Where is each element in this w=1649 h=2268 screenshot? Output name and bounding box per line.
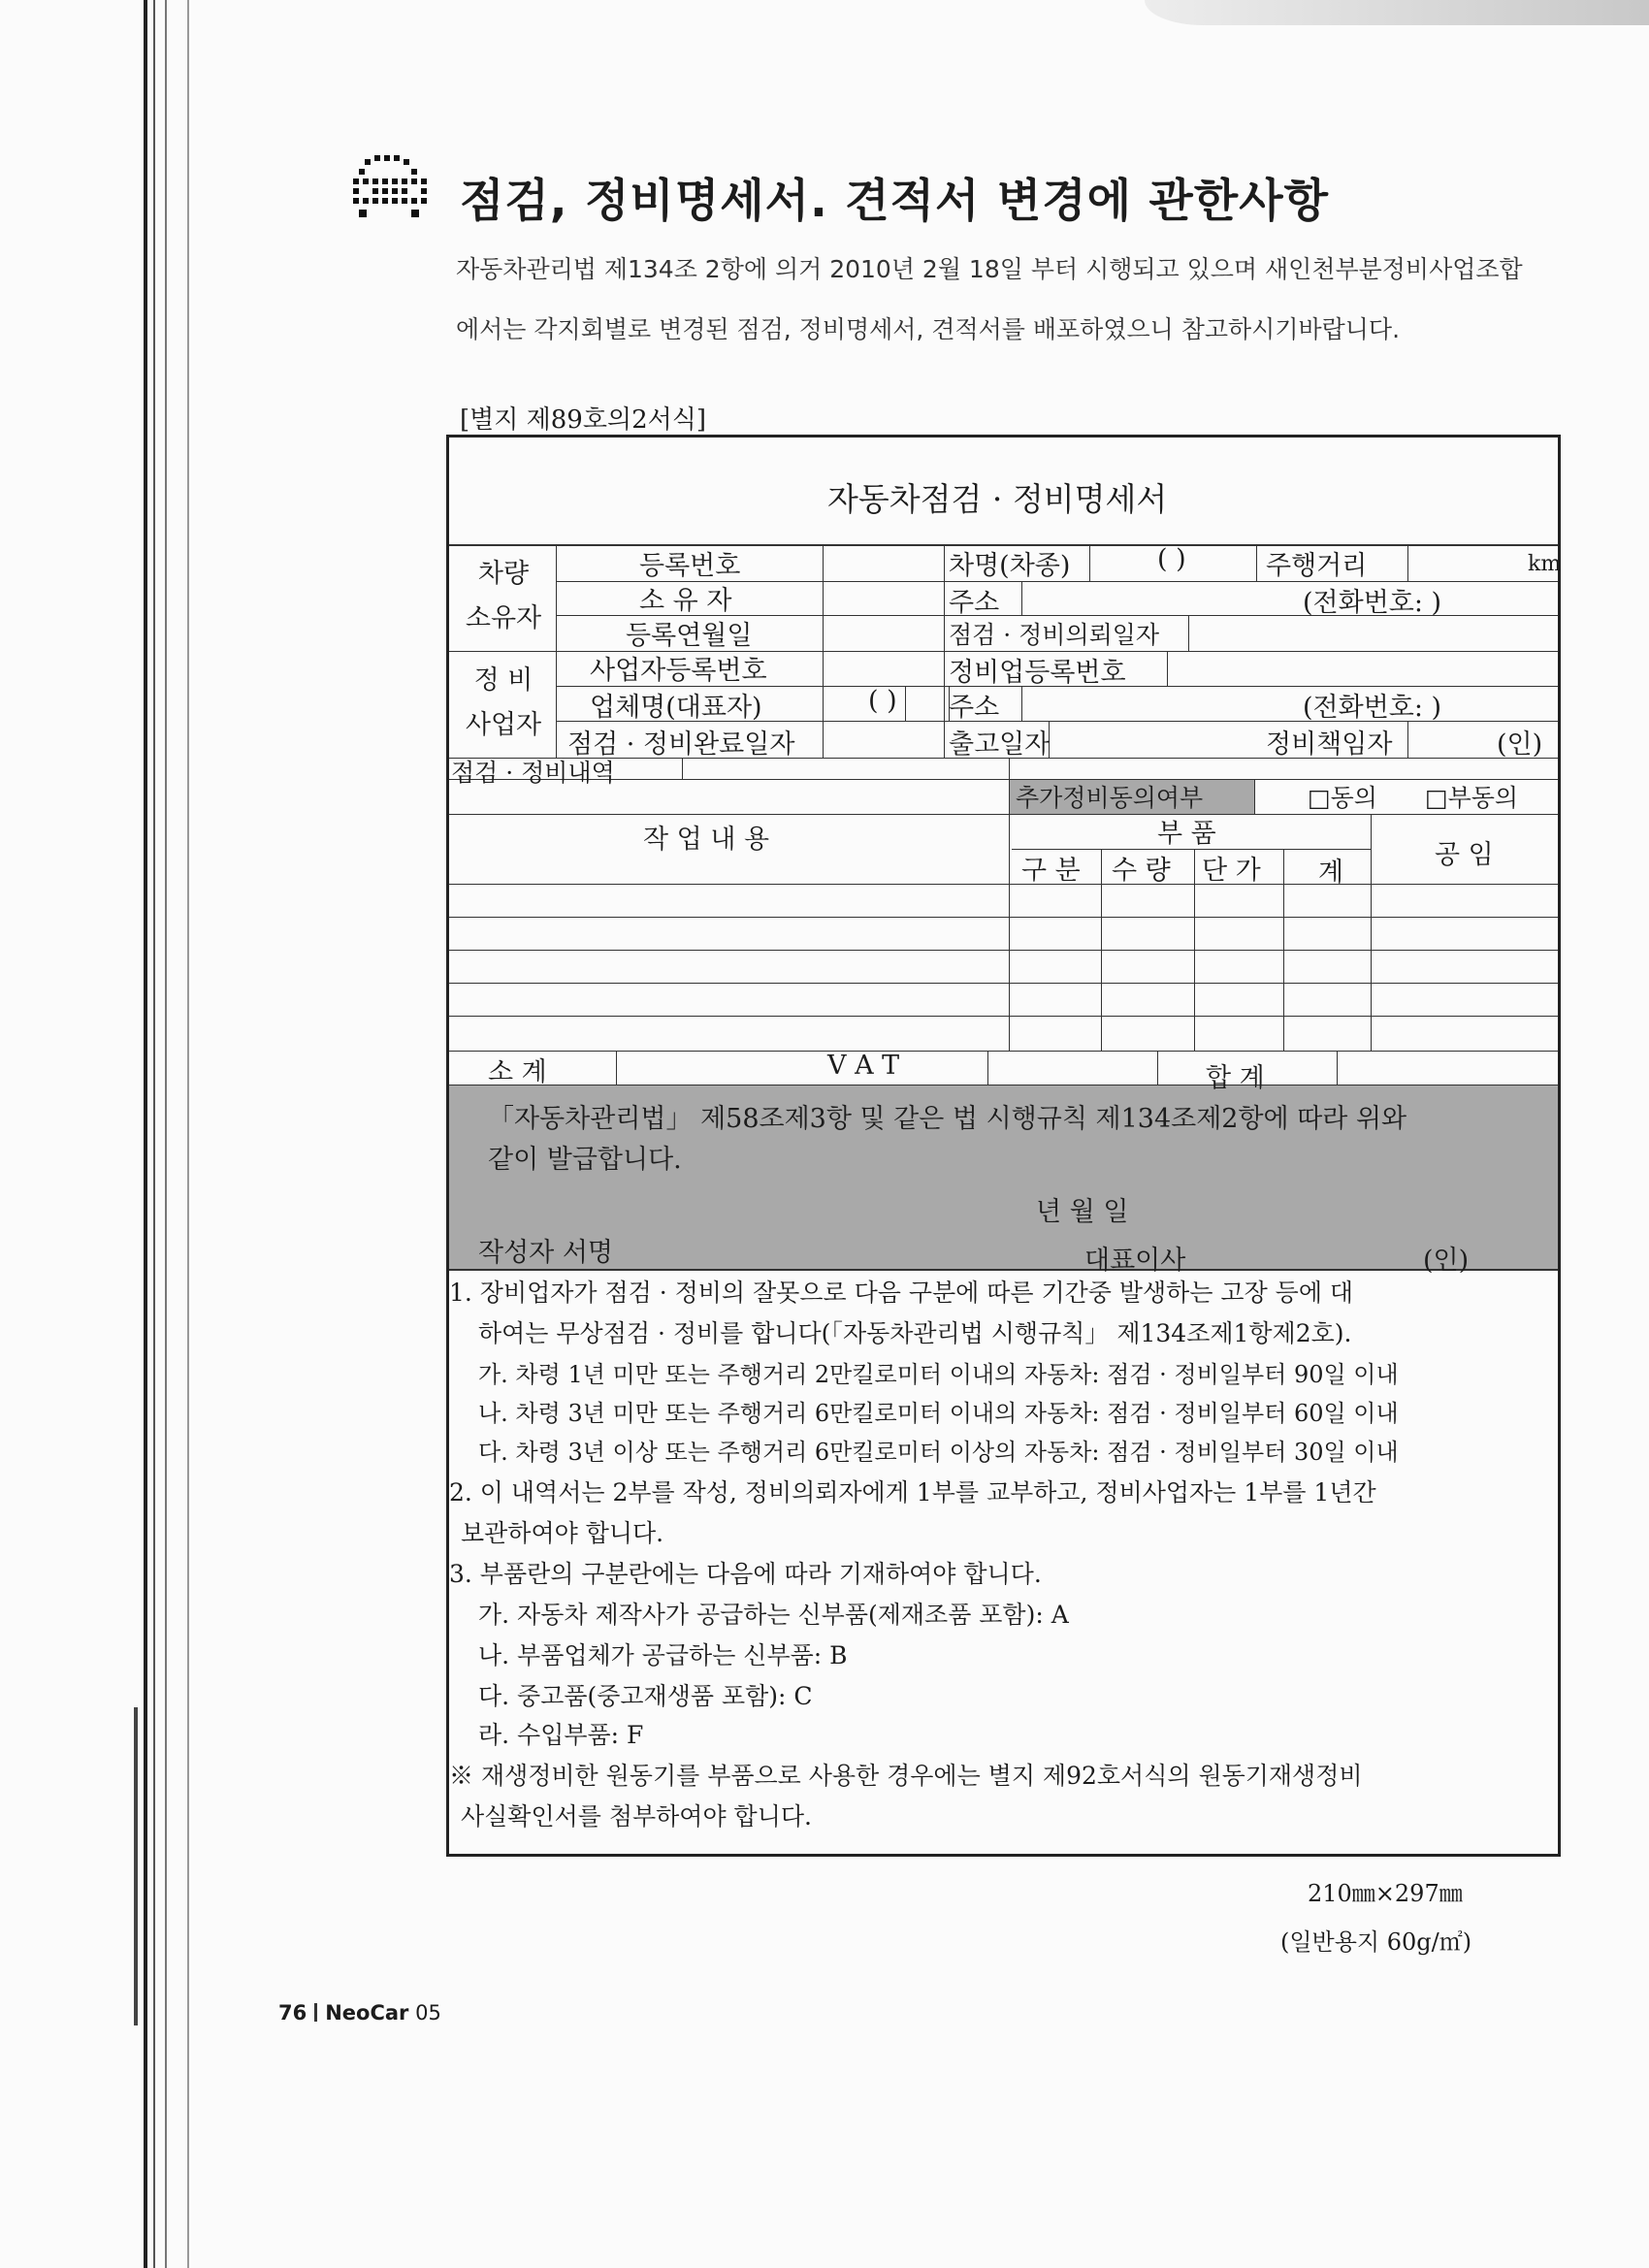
paper-size: 210㎜×297㎜	[1308, 1880, 1463, 1907]
sum-header: 계	[1318, 858, 1344, 888]
issue-statement: 같이 발급합니다.	[488, 1145, 682, 1175]
issue-number: 05	[415, 2001, 441, 2025]
note-line: 사실확인서를 첨부하여야 합니다.	[461, 1802, 812, 1831]
car-type-paren: ( )	[1157, 544, 1186, 574]
intro-line: 자동차관리법 제134조 2항에 의거 2010년 2월 18일 부터 시행되고 있으며 새인천부분정비사업조합	[456, 255, 1523, 283]
binding-line	[165, 0, 167, 2268]
work-content-header: 작 업 내 용	[643, 825, 770, 855]
vehicle-owner-group-label: 차량 소유자	[465, 559, 542, 633]
car-icon	[351, 153, 429, 223]
labor-header: 공 임	[1435, 840, 1494, 870]
unit-price-header: 단 가	[1202, 856, 1261, 886]
binding-line	[153, 0, 155, 2268]
binding-line	[144, 0, 147, 2268]
agree-checkbox[interactable]: □동의	[1308, 784, 1377, 812]
disagree-checkbox[interactable]: □부동의	[1425, 784, 1519, 812]
address-label: 주소	[949, 693, 1000, 723]
quantity-header: 수 량	[1112, 856, 1171, 886]
issue-statement: 「자동차관리법」 제58조제3항 및 같은 법 시행규칙 제134조제2항에 따라 위와	[488, 1104, 1407, 1134]
note-line: 다. 중고품(중고재생품 포함): C	[478, 1682, 813, 1710]
form-reference: [별지 제89호의2서식]	[460, 405, 706, 435]
note-line: 나. 부품업체가 공급하는 신부품: B	[478, 1641, 848, 1669]
note-line: 가. 차령 1년 미만 또는 주행거리 2만킬로미터 이내의 자동차: 점검 · 정비일부터 90일 이내	[478, 1361, 1399, 1388]
note-line: 하여는 무상점검 · 정비를 합니다(「자동차관리법 시행규칙」 제134조제1항제2호).	[478, 1319, 1352, 1347]
note-line: 라. 수입부품: F	[478, 1721, 644, 1749]
footer-separator	[314, 2003, 317, 2022]
note-line: 가. 자동차 제작사가 공급하는 신부품(제재조품 포함): A	[478, 1601, 1069, 1629]
page-title: 점검, 정비명세서. 견적서 변경에 관한사항	[460, 175, 1329, 228]
consent-question: 추가정비동의여부	[1016, 784, 1204, 812]
vat-label: V A T	[827, 1051, 900, 1081]
magazine-name: NeoCar	[325, 2001, 409, 2025]
biz-reg-no-label: 사업자등록번호	[590, 656, 767, 686]
subtotal-label: 소 계	[488, 1057, 547, 1087]
note-line: 3. 부품란의 구분란에는 다음에 따라 기재하여야 합니다.	[449, 1560, 1042, 1588]
note-line: 보관하여야 합니다.	[461, 1519, 664, 1547]
shop-reg-no-label: 정비업등록번호	[949, 658, 1126, 688]
form-title: 자동차점검 · 정비명세서	[827, 480, 1168, 518]
date-line: 년 월 일	[1036, 1197, 1129, 1227]
mileage-label: 주행거리	[1266, 551, 1368, 581]
history-label: 점검 · 정비내역	[451, 759, 615, 787]
ceo-seal-mark: (인)	[1423, 1246, 1470, 1276]
reg-date-label: 등록연월일	[626, 621, 753, 651]
release-date-label: 출고일자	[949, 729, 1051, 760]
company-label: 업체명(대표자)	[590, 693, 762, 723]
note-line: 2. 이 내역서는 2부를 작성, 정비의뢰자에게 1부를 교부하고, 정비사업자는 1부를 1년간	[449, 1478, 1376, 1507]
note-line: 나. 차령 3년 미만 또는 주행거리 6만킬로미터 이내의 자동차: 점검 · 정비일부터 60일 이내	[478, 1400, 1399, 1427]
car-name-label: 차명(차종)	[949, 551, 1071, 581]
page-footer	[278, 2001, 441, 2025]
note-line: 1. 장비업자가 점검 · 정비의 잘못으로 다음 구분에 따른 기간중 발생하는 고장 등에 대	[449, 1279, 1354, 1307]
completion-date-label: 점검 · 정비완료일자	[567, 729, 795, 760]
intro-line: 에서는 각지회별로 변경된 점검, 정비명세서, 견적서를 배포하였으니 참고하시기바랍니다.	[456, 315, 1401, 343]
binding-line	[134, 1707, 138, 2025]
top-decoration	[1145, 0, 1649, 25]
parts-header: 부 품	[1157, 819, 1216, 849]
page-number: 76	[278, 2001, 307, 2025]
note-line: 다. 차령 3년 이상 또는 주행거리 6만킬로미터 이상의 자동차: 점검 · 정비일부터 30일 이내	[478, 1439, 1399, 1466]
writer-sign-label: 작성자 서명	[478, 1238, 613, 1268]
address-label: 주소	[949, 588, 1000, 618]
company-paren: ( )	[868, 686, 897, 716]
owner-label: 소 유 자	[639, 586, 732, 616]
paper-type: (일반용지 60g/㎡)	[1280, 1928, 1472, 1956]
kind-header: 구 분	[1021, 856, 1081, 886]
km-unit: km	[1528, 552, 1562, 576]
reg-no-label: 등록번호	[639, 551, 741, 581]
manager-label: 정비책임자	[1266, 729, 1393, 760]
phone-label: (전화번호: )	[1303, 588, 1442, 618]
ceo-label: 대표이사	[1084, 1246, 1186, 1276]
request-date-label: 점검 · 정비의뢰일자	[949, 621, 1160, 649]
phone-label: (전화번호: )	[1303, 693, 1442, 723]
shop-group-label: 정 비 사업자	[465, 665, 542, 740]
total-label: 합 계	[1206, 1063, 1265, 1093]
seal-mark: (인)	[1497, 729, 1543, 760]
note-line: ※ 재생정비한 원동기를 부품으로 사용한 경우에는 별지 제92호서식의 원동기재생정비	[449, 1762, 1363, 1790]
inspection-form	[446, 435, 1561, 1857]
binding-line	[187, 0, 189, 2268]
